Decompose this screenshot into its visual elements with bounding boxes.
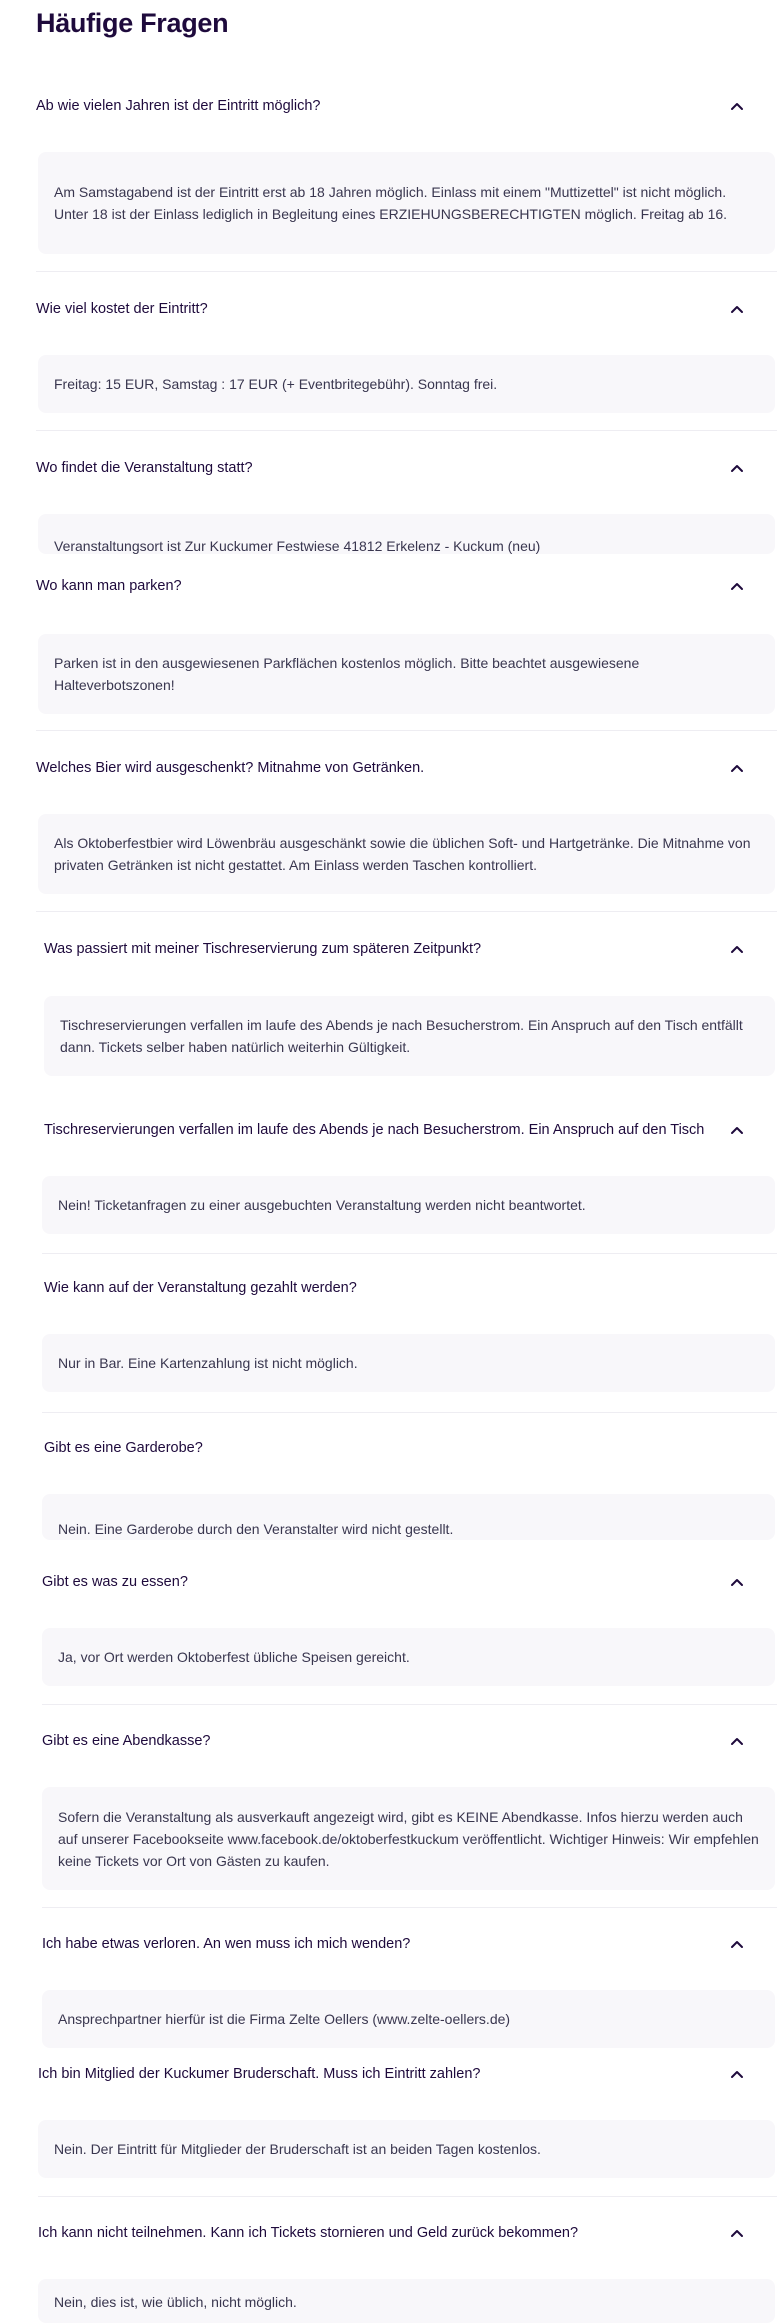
divider [42,1253,777,1254]
faq-question: Ich bin Mitglied der Kuckumer Bruderschaft. Muss ich Eintritt zahlen? [38,2066,481,2082]
faq-answer-text: Tischreservierungen verfallen im laufe des Abends je nach Besucherstrom. Ein Anspruch auf den Tisch entfällt dann. Tickets selber haben natürlich weiterhin Gültigkeit. [60,1017,743,1055]
chevron-up-icon[interactable] [725,2062,749,2086]
faq-answer-text: Am Samstagabend ist der Eintritt erst ab 18 Jahren möglich. Einlass mit einem "Muttizettel" ist nicht möglich. Unter 18 ist der Einlass lediglich in Begleitung eines ERZIEHUNGSBERECHTIGTEN möglich. Freitag ab 16. [54,184,728,222]
faq-question-toggle[interactable] [44,1276,749,1300]
faq-answer-text: Freitag: 15 EUR, Samstag : 17 EUR (+ Eventbritegebühr). Sonntag frei. [54,376,498,392]
divider [36,730,777,731]
faq-question-toggle[interactable] [42,1570,749,1594]
faq-question-toggle[interactable] [36,756,749,780]
faq-question: Ich kann nicht teilnehmen. Kann ich Tickets stornieren und Geld zurück bekommen? [38,2225,579,2241]
faq-answer [44,996,775,1076]
faq-answer [38,634,775,714]
faq-answer-text: Veranstaltungsort ist Zur Kuckumer Festwiese 41812 Erkelenz - Kuckum (neu) [54,538,541,554]
chevron-up-icon[interactable] [725,456,749,480]
faq-question-toggle[interactable] [36,574,749,598]
chevron-up-icon[interactable] [725,94,749,118]
faq-answer [38,152,775,254]
faq-answer-text: Nein! Ticketanfragen zu einer ausgebuchten Veranstaltung werden nicht beantwortet. [58,1197,586,1213]
faq-question-toggle[interactable] [36,456,749,480]
divider [42,1412,777,1413]
divider [42,1907,777,1908]
faq-question: Wo findet die Veranstaltung statt? [36,460,253,476]
faq-answer [38,2120,775,2178]
faq-answer [38,814,775,894]
faq-answer-text: Sofern die Veranstaltung als ausverkauft angezeigt wird, gibt es KEINE Abendkasse. Infos hierzu werden auch auf unserer Facebookseite www.facebook.de/oktoberfestkuckum veröffentlicht. Wichtiger Hinweis: Wir empfehlen keine Tickets vor Ort von Gästen zu kaufen. [58,1808,759,1869]
chevron-up-icon[interactable] [725,1729,749,1753]
faq-question-toggle[interactable] [38,2221,749,2245]
faq-answer [38,2279,775,2323]
faq-answer-text: Nein. Eine Garderobe durch den Veranstalter wird nicht gestellt. [58,1521,454,1537]
faq-question: Ich habe etwas verloren. An wen muss ich mich wenden? [42,1936,411,1952]
faq-question-toggle[interactable] [42,1729,749,1753]
faq-question: Gibt es was zu essen? [42,1574,188,1590]
faq-question-toggle[interactable] [36,94,749,118]
faq-question: Tischreservierungen verfallen im laufe des Abends je nach Besucherstrom. Ein Anspruch auf den Tisch [44,1122,705,1138]
faq-answer-text: Nein, dies ist, wie üblich, nicht möglich. [54,2294,297,2310]
chevron-up-icon[interactable] [725,574,749,598]
faq-answer-text: Ansprechpartner hierfür ist die Firma Zelte Oellers (www.zelte-oellers.de) [58,2011,511,2027]
faq-answer [42,1628,775,1686]
faq-answer-text: Als Oktoberfestbier wird Löwenbräu ausgeschänkt sowie die üblichen Soft- und Hartgetränke. Die Mitnahme von privaten Getränken ist nicht gestattet. Am Einlass werden Taschen kontrolliert. [54,835,751,873]
page-title: Häufige Fragen [36,8,229,38]
faq-question-toggle[interactable] [36,297,749,321]
chevron-up-icon[interactable] [725,756,749,780]
faq-question-toggle[interactable] [44,1436,749,1460]
faq-question: Gibt es eine Garderobe? [44,1440,203,1456]
chevron-up-icon[interactable] [725,297,749,321]
faq-question: Gibt es eine Abendkasse? [42,1733,211,1749]
faq-answer [38,355,775,413]
faq-question-toggle[interactable] [44,1118,749,1142]
divider [38,2196,777,2197]
chevron-up-icon[interactable] [725,937,749,961]
faq-answer-text: Ja, vor Ort werden Oktoberfest übliche Speisen gereicht. [58,1649,410,1665]
chevron-up-icon[interactable] [725,1570,749,1594]
faq-answer-text: Nur in Bar. Eine Kartenzahlung ist nicht möglich. [58,1355,358,1371]
chevron-up-icon[interactable] [725,2221,749,2245]
faq-answer-text: Parken ist in den ausgewiesenen Parkflächen kostenlos möglich. Bitte beachtet ausgewiesene Halteverbotszonen! [54,655,640,693]
faq-question: Wie viel kostet der Eintritt? [36,301,208,317]
faq-question: Was passiert mit meiner Tischreservierung zum späteren Zeitpunkt? [44,941,482,957]
faq-answer [42,1494,775,1540]
faq-question: Welches Bier wird ausgeschenkt? Mitnahme von Getränken. [36,760,425,776]
faq-answer [42,1787,775,1890]
faq-question-toggle[interactable] [44,937,749,961]
faq-question: Wie kann auf der Veranstaltung gezahlt werden? [44,1280,357,1296]
divider [42,1704,777,1705]
chevron-up-icon[interactable] [725,1932,749,1956]
faq-answer [42,1334,775,1392]
faq-answer-text: Nein. Der Eintritt für Mitglieder der Bruderschaft ist an beiden Tagen kostenlos. [54,2141,541,2157]
faq-question: Ab wie vielen Jahren ist der Eintritt möglich? [36,98,321,114]
faq-question: Wo kann man parken? [36,578,182,594]
faq-question-toggle[interactable] [42,1932,749,1956]
chevron-up-icon[interactable] [725,1118,749,1142]
faq-answer [42,1990,775,2048]
divider [36,911,777,912]
divider [36,271,777,272]
faq-question-toggle[interactable] [38,2062,749,2086]
divider [36,430,777,431]
faq-answer [38,514,775,554]
faq-answer [42,1176,775,1234]
